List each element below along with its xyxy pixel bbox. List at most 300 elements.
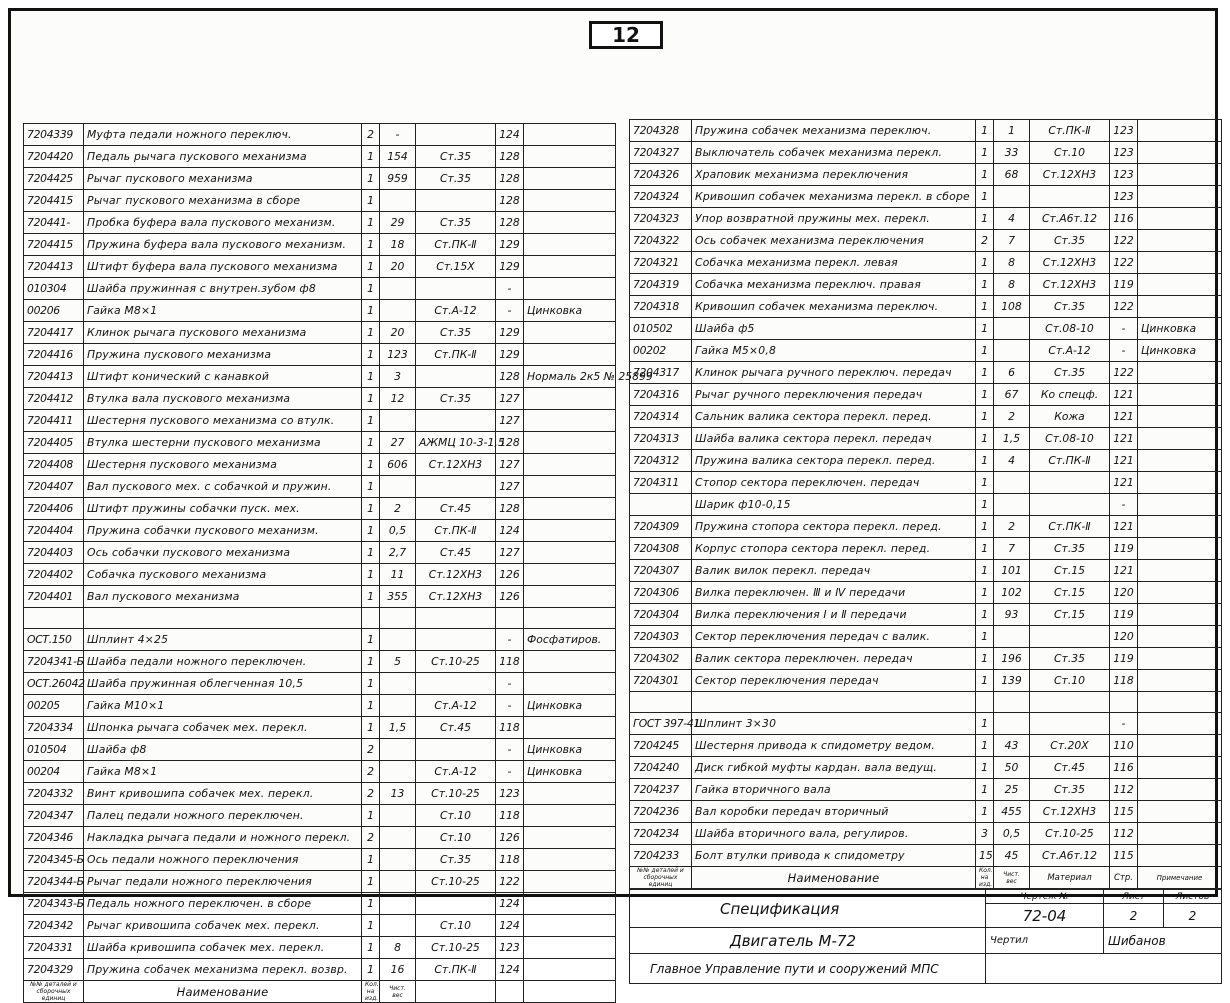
cell-note	[524, 651, 616, 673]
cell-qty: 1	[362, 454, 380, 476]
page-number: 12	[589, 21, 663, 49]
cell-name: Шайба ф8	[84, 739, 362, 761]
spec-row	[24, 586, 616, 608]
cell-zone: 120	[1110, 582, 1138, 604]
cell-zone: 119	[1110, 538, 1138, 560]
cell-zone: 127	[496, 454, 524, 476]
spec-row	[24, 673, 616, 695]
cell-zone: 112	[1110, 823, 1138, 845]
cell-note	[1138, 582, 1222, 604]
cell-material: АЖМЦ 10-3-1,5	[416, 432, 496, 454]
cell-mass	[994, 494, 1030, 516]
cell-mass	[380, 739, 416, 761]
cell-note	[524, 893, 616, 915]
cell-qty: 2	[976, 230, 994, 252]
cell-code: 7204342	[24, 915, 84, 937]
cell-note	[524, 190, 616, 212]
cell-name: Шайба пружинная облегченная 10,5	[84, 673, 362, 695]
cell-qty: 1	[976, 713, 994, 735]
cell-note	[1138, 362, 1222, 384]
cell-code: 7204403	[24, 542, 84, 564]
cell-code: 7204413	[24, 366, 84, 388]
cell-code: 7204316	[630, 384, 692, 406]
page-no: 2	[1104, 904, 1164, 928]
cell-mass	[994, 186, 1030, 208]
cell-mass	[380, 629, 416, 651]
cell-zone: 118	[496, 651, 524, 673]
cell-mass: 33	[994, 142, 1030, 164]
cell-zone: -	[496, 278, 524, 300]
cell-code: 7204326	[630, 164, 692, 186]
spec-row	[630, 560, 1222, 582]
spec-row	[630, 757, 1222, 779]
cell-code: 7204307	[630, 560, 692, 582]
cell-qty: 1	[362, 366, 380, 388]
cell-note	[1138, 516, 1222, 538]
cell-mass: 154	[380, 146, 416, 168]
cell-name: Ось собачки пускового механизма	[84, 542, 362, 564]
cell-code: 7204245	[630, 735, 692, 757]
spec-row	[24, 410, 616, 432]
spec-row	[630, 384, 1222, 406]
cell-zone: -	[1110, 318, 1138, 340]
cell-name: Шайба вторичного вала, регулиров.	[692, 823, 976, 845]
cell-name: Клинок рычага ручного переключ. передач	[692, 362, 976, 384]
cell-zone: 119	[1110, 604, 1138, 626]
cell-note	[524, 673, 616, 695]
cell-qty: 1	[362, 498, 380, 520]
cell-material: Ст.35	[1030, 538, 1110, 560]
cell-code: 7204415	[24, 234, 84, 256]
cell-mass	[380, 608, 416, 629]
spec-row	[630, 604, 1222, 626]
cell-qty: 2	[362, 761, 380, 783]
cell-mass: 16	[380, 959, 416, 981]
spec-row	[630, 296, 1222, 318]
cell-qty: 1	[362, 300, 380, 322]
cell-mass	[380, 893, 416, 915]
cell-code: 7204236	[630, 801, 692, 823]
cell-qty: 1	[976, 472, 994, 494]
cell-material: Ст.35	[1030, 230, 1110, 252]
cell-qty: 2	[362, 739, 380, 761]
cell-material: Ст.35	[1030, 648, 1110, 670]
cell-qty: 1	[976, 384, 994, 406]
cell-note	[524, 586, 616, 608]
cell-name: Шарик ф10-0,15	[692, 494, 976, 516]
sheet-label: Листов	[1164, 890, 1222, 904]
cell-qty: 1	[362, 651, 380, 673]
cell-zone: 122	[1110, 252, 1138, 274]
cell-material	[1030, 713, 1110, 735]
cell-name	[84, 608, 362, 629]
cell-note	[1138, 230, 1222, 252]
cell-material: Ст.15	[1030, 582, 1110, 604]
cell-zone: 119	[1110, 648, 1138, 670]
spec-row	[24, 168, 616, 190]
header-empty-3	[524, 981, 616, 1003]
cell-zone: 124	[496, 893, 524, 915]
cell-name: Диск гибкой муфты кардан. вала ведущ.	[692, 757, 976, 779]
cell-name: Гайка вторичного вала	[692, 779, 976, 801]
cell-qty: 1	[976, 406, 994, 428]
cell-name: Вал коробки передач вторичный	[692, 801, 976, 823]
cell-code: 7204314	[630, 406, 692, 428]
cell-note	[524, 476, 616, 498]
spec-row	[630, 626, 1222, 648]
cell-qty: 1	[362, 432, 380, 454]
cell-material: Ст.45	[416, 717, 496, 739]
cell-note	[1138, 186, 1222, 208]
cell-code: 720441-	[24, 212, 84, 234]
spec-row	[24, 739, 616, 761]
cell-material: Ст.А6т.12	[1030, 208, 1110, 230]
cell-code: 7204412	[24, 388, 84, 410]
cell-material: Ст.12ХН3	[1030, 801, 1110, 823]
cell-note	[1138, 626, 1222, 648]
cell-mass: 11	[380, 564, 416, 586]
cell-note	[1138, 164, 1222, 186]
cell-material: Ст.15	[1030, 604, 1110, 626]
cell-code: 7204311	[630, 472, 692, 494]
cell-code: 7204321	[630, 252, 692, 274]
cell-material: Ст.08-10	[1030, 428, 1110, 450]
cell-material: Ст.10-25	[416, 937, 496, 959]
cell-zone: 129	[496, 234, 524, 256]
cell-mass: 355	[380, 586, 416, 608]
cell-code: 00206	[24, 300, 84, 322]
spec-row	[630, 120, 1222, 142]
cell-code: 7204346	[24, 827, 84, 849]
cell-qty: 2	[362, 827, 380, 849]
cell-zone: 124	[496, 124, 524, 146]
cell-qty: 1	[362, 695, 380, 717]
cell-zone: -	[496, 673, 524, 695]
cell-material	[1030, 186, 1110, 208]
cell-mass: 0,5	[994, 823, 1030, 845]
header-mass: Чист. вес	[994, 867, 1030, 889]
cell-qty: 1	[976, 208, 994, 230]
cell-material	[416, 366, 496, 388]
cell-mass: -	[380, 124, 416, 146]
spec-row	[24, 893, 616, 915]
cell-mass: 139	[994, 670, 1030, 692]
cell-zone: 124	[496, 520, 524, 542]
cell-name: Корпус стопора сектора перекл. перед.	[692, 538, 976, 560]
cell-name: Шайба пружинная с внутрен.зубом ф8	[84, 278, 362, 300]
cell-qty: 1	[976, 801, 994, 823]
spec-row	[24, 344, 616, 366]
cell-mass	[380, 695, 416, 717]
cell-mass: 6	[994, 362, 1030, 384]
cell-mass: 5	[380, 651, 416, 673]
cell-qty: 1	[976, 120, 994, 142]
header-zone: Стр.	[1110, 867, 1138, 889]
cell-zone: 112	[1110, 779, 1138, 801]
cell-material: Ст.А6т.12	[1030, 845, 1110, 867]
cell-mass	[380, 915, 416, 937]
cell-material: Ст.ПК-Ⅱ	[1030, 450, 1110, 472]
cell-note	[1138, 472, 1222, 494]
header-qty: Кол. на изд.	[362, 981, 380, 1003]
header-code: №№ деталей и сборочных единиц	[630, 867, 692, 889]
cell-name: Рычаг пускового механизма в сборе	[84, 190, 362, 212]
cell-material: Ст.35	[1030, 362, 1110, 384]
cell-note: Цинковка	[524, 300, 616, 322]
cell-name: Педаль рычага пускового механизма	[84, 146, 362, 168]
cell-code: 7204301	[630, 670, 692, 692]
cell-zone: 128	[496, 366, 524, 388]
spec-row	[630, 142, 1222, 164]
drafter-label: Чертил	[986, 928, 1104, 954]
cell-note	[1138, 494, 1222, 516]
cell-material: Ст.ПК-Ⅱ	[416, 234, 496, 256]
cell-name: Болт втулки привода к спидометру	[692, 845, 976, 867]
cell-zone: 123	[1110, 120, 1138, 142]
cell-mass	[994, 318, 1030, 340]
cell-qty: 1	[976, 626, 994, 648]
cell-qty: 1	[976, 450, 994, 472]
spec-row	[630, 208, 1222, 230]
cell-zone: -	[1110, 713, 1138, 735]
cell-name: Собачка механизма перекл. левая	[692, 252, 976, 274]
cell-note	[1138, 713, 1222, 735]
cell-zone: 127	[496, 410, 524, 432]
cell-zone: 128	[496, 146, 524, 168]
cell-material: Ст.12ХН3	[1030, 274, 1110, 296]
cell-zone: 120	[1110, 626, 1138, 648]
cell-material: Ст.45	[416, 498, 496, 520]
cell-zone: 126	[496, 564, 524, 586]
spec-row	[24, 959, 616, 981]
cell-material	[416, 476, 496, 498]
cell-qty: 1	[362, 629, 380, 651]
cell-code: 7204334	[24, 717, 84, 739]
cell-qty: 1	[362, 476, 380, 498]
cell-zone	[1110, 692, 1138, 713]
cell-mass	[380, 476, 416, 498]
cell-material: Ст.А-12	[416, 695, 496, 717]
cell-qty: 1	[976, 779, 994, 801]
cell-name: Сальник валика сектора перекл. перед.	[692, 406, 976, 428]
cell-name: Гайка М8×1	[84, 761, 362, 783]
cell-zone: 116	[1110, 757, 1138, 779]
cell-code: 7204306	[630, 582, 692, 604]
cell-qty: 1	[362, 520, 380, 542]
cell-zone: 123	[496, 783, 524, 805]
header-note: Примечание	[1138, 867, 1222, 889]
cell-name: Втулка шестерни пускового механизма	[84, 432, 362, 454]
cell-material	[416, 124, 496, 146]
cell-qty: 1	[362, 915, 380, 937]
cell-name: Ось педали ножного переключения	[84, 849, 362, 871]
cell-material: Ст.45	[1030, 757, 1110, 779]
cell-note	[524, 849, 616, 871]
cell-qty: 1	[362, 959, 380, 981]
spec-row	[630, 823, 1222, 845]
header-mass: Чист. вес	[380, 981, 416, 1003]
cell-name: Стопор сектора переключен. передач	[692, 472, 976, 494]
cell-mass	[994, 713, 1030, 735]
cell-code: 7204331	[24, 937, 84, 959]
spec-row	[630, 428, 1222, 450]
cell-note	[1138, 296, 1222, 318]
spec-row	[24, 717, 616, 739]
cell-name: Вилка переключения Ⅰ и Ⅱ передачи	[692, 604, 976, 626]
cell-note	[1138, 252, 1222, 274]
cell-zone: 128	[496, 190, 524, 212]
cell-zone: 115	[1110, 801, 1138, 823]
cell-code: 7204319	[630, 274, 692, 296]
cell-qty: 1	[362, 190, 380, 212]
organization: Главное Управление пути и сооружений МПС	[630, 954, 986, 984]
cell-mass: 606	[380, 454, 416, 476]
cell-note	[524, 520, 616, 542]
cell-code: 7204332	[24, 783, 84, 805]
cell-note	[1138, 801, 1222, 823]
cell-zone: 123	[1110, 186, 1138, 208]
cell-note	[1138, 779, 1222, 801]
cell-qty: 1	[362, 410, 380, 432]
cell-qty: 1	[362, 388, 380, 410]
cell-note	[1138, 538, 1222, 560]
cell-zone: 128	[496, 168, 524, 190]
cell-code: 7204233	[630, 845, 692, 867]
cell-qty: 1	[362, 234, 380, 256]
spec-row	[630, 274, 1222, 296]
cell-note	[1138, 274, 1222, 296]
cell-mass	[994, 692, 1030, 713]
cell-material	[1030, 626, 1110, 648]
cell-name: Штифт конический с канавкой	[84, 366, 362, 388]
cell-note	[524, 564, 616, 586]
cell-mass	[380, 673, 416, 695]
spec-row	[24, 498, 616, 520]
cell-mass	[994, 626, 1030, 648]
cell-name: Вал пускового механизма	[84, 586, 362, 608]
cell-qty: 1	[362, 717, 380, 739]
cell-name: Шайба ф5	[692, 318, 976, 340]
cell-material: Ст.35	[1030, 779, 1110, 801]
cell-name: Шайба валика сектора перекл. передач	[692, 428, 976, 450]
cell-material: Ст.35	[416, 168, 496, 190]
spec-row	[24, 366, 616, 388]
cell-material: Ст.35	[1030, 296, 1110, 318]
cell-name: Шплинт 4×25	[84, 629, 362, 651]
spec-row	[24, 476, 616, 498]
cell-note	[524, 278, 616, 300]
spec-row	[24, 783, 616, 805]
cell-zone: 122	[1110, 362, 1138, 384]
cell-mass: 108	[994, 296, 1030, 318]
cell-qty: 1	[976, 142, 994, 164]
cell-mass: 2,7	[380, 542, 416, 564]
cell-note	[1138, 604, 1222, 626]
cell-zone	[496, 608, 524, 629]
cell-mass: 2	[380, 498, 416, 520]
cell-mass: 43	[994, 735, 1030, 757]
spec-row	[24, 278, 616, 300]
cell-zone: 121	[1110, 450, 1138, 472]
spec-row	[24, 915, 616, 937]
spec-row	[24, 564, 616, 586]
cell-zone: 115	[1110, 845, 1138, 867]
cell-code: 7204402	[24, 564, 84, 586]
cell-name: Собачка пускового механизма	[84, 564, 362, 586]
cell-code: 7204328	[630, 120, 692, 142]
cell-qty: 1	[362, 871, 380, 893]
cell-zone: -	[496, 739, 524, 761]
spec-row	[630, 252, 1222, 274]
spec-row	[24, 542, 616, 564]
cell-code	[630, 692, 692, 713]
cell-note	[524, 212, 616, 234]
cell-material: Ст.35	[416, 146, 496, 168]
cell-zone: 121	[1110, 384, 1138, 406]
cell-qty: 15	[976, 845, 994, 867]
cell-material: Ст.А-12	[1030, 340, 1110, 362]
header-material: Материал	[1030, 867, 1110, 889]
cell-zone: 122	[1110, 230, 1138, 252]
cell-mass: 12	[380, 388, 416, 410]
cell-qty: 1	[976, 582, 994, 604]
cell-material: Ко спецф.	[1030, 384, 1110, 406]
spec-row	[630, 735, 1222, 757]
cell-mass	[380, 871, 416, 893]
cell-name: Вал пускового мех. с собачкой и пружин.	[84, 476, 362, 498]
cell-note	[524, 827, 616, 849]
cell-note	[1138, 735, 1222, 757]
cell-note	[1138, 142, 1222, 164]
cell-name: Сектор переключения передач	[692, 670, 976, 692]
cell-material: Ст.А-12	[416, 300, 496, 322]
cell-name: Храповик механизма переключения	[692, 164, 976, 186]
cell-name: Шестерня привода к спидометру ведом.	[692, 735, 976, 757]
cell-mass: 1,5	[380, 717, 416, 739]
cell-qty	[976, 692, 994, 713]
cell-zone: -	[496, 761, 524, 783]
spec-row	[630, 713, 1222, 735]
cell-qty: 1	[362, 805, 380, 827]
spec-row	[24, 520, 616, 542]
cell-name: Шпонка рычага собачек мех. перекл.	[84, 717, 362, 739]
cell-qty: 1	[976, 494, 994, 516]
spec-row	[630, 516, 1222, 538]
cell-code: 7204324	[630, 186, 692, 208]
cell-note	[524, 498, 616, 520]
spec-row	[630, 670, 1222, 692]
cell-zone: 124	[496, 959, 524, 981]
spec-row	[24, 827, 616, 849]
cell-zone: 126	[496, 827, 524, 849]
cell-qty: 1	[362, 344, 380, 366]
cell-material	[1030, 692, 1110, 713]
cell-qty: 1	[976, 340, 994, 362]
cell-name: Вилка переключен. Ⅲ и Ⅳ передачи	[692, 582, 976, 604]
cell-qty: 1	[362, 212, 380, 234]
spec-row	[24, 432, 616, 454]
cell-note: Цинковка	[524, 739, 616, 761]
cell-qty: 1	[362, 586, 380, 608]
cell-note	[1138, 560, 1222, 582]
spec-row	[24, 695, 616, 717]
cell-note	[1138, 670, 1222, 692]
cell-name: Шайба педали ножного переключен.	[84, 651, 362, 673]
spec-row	[24, 937, 616, 959]
cell-code: 7204234	[630, 823, 692, 845]
cell-code: 7204341-Б	[24, 651, 84, 673]
cell-mass	[994, 472, 1030, 494]
